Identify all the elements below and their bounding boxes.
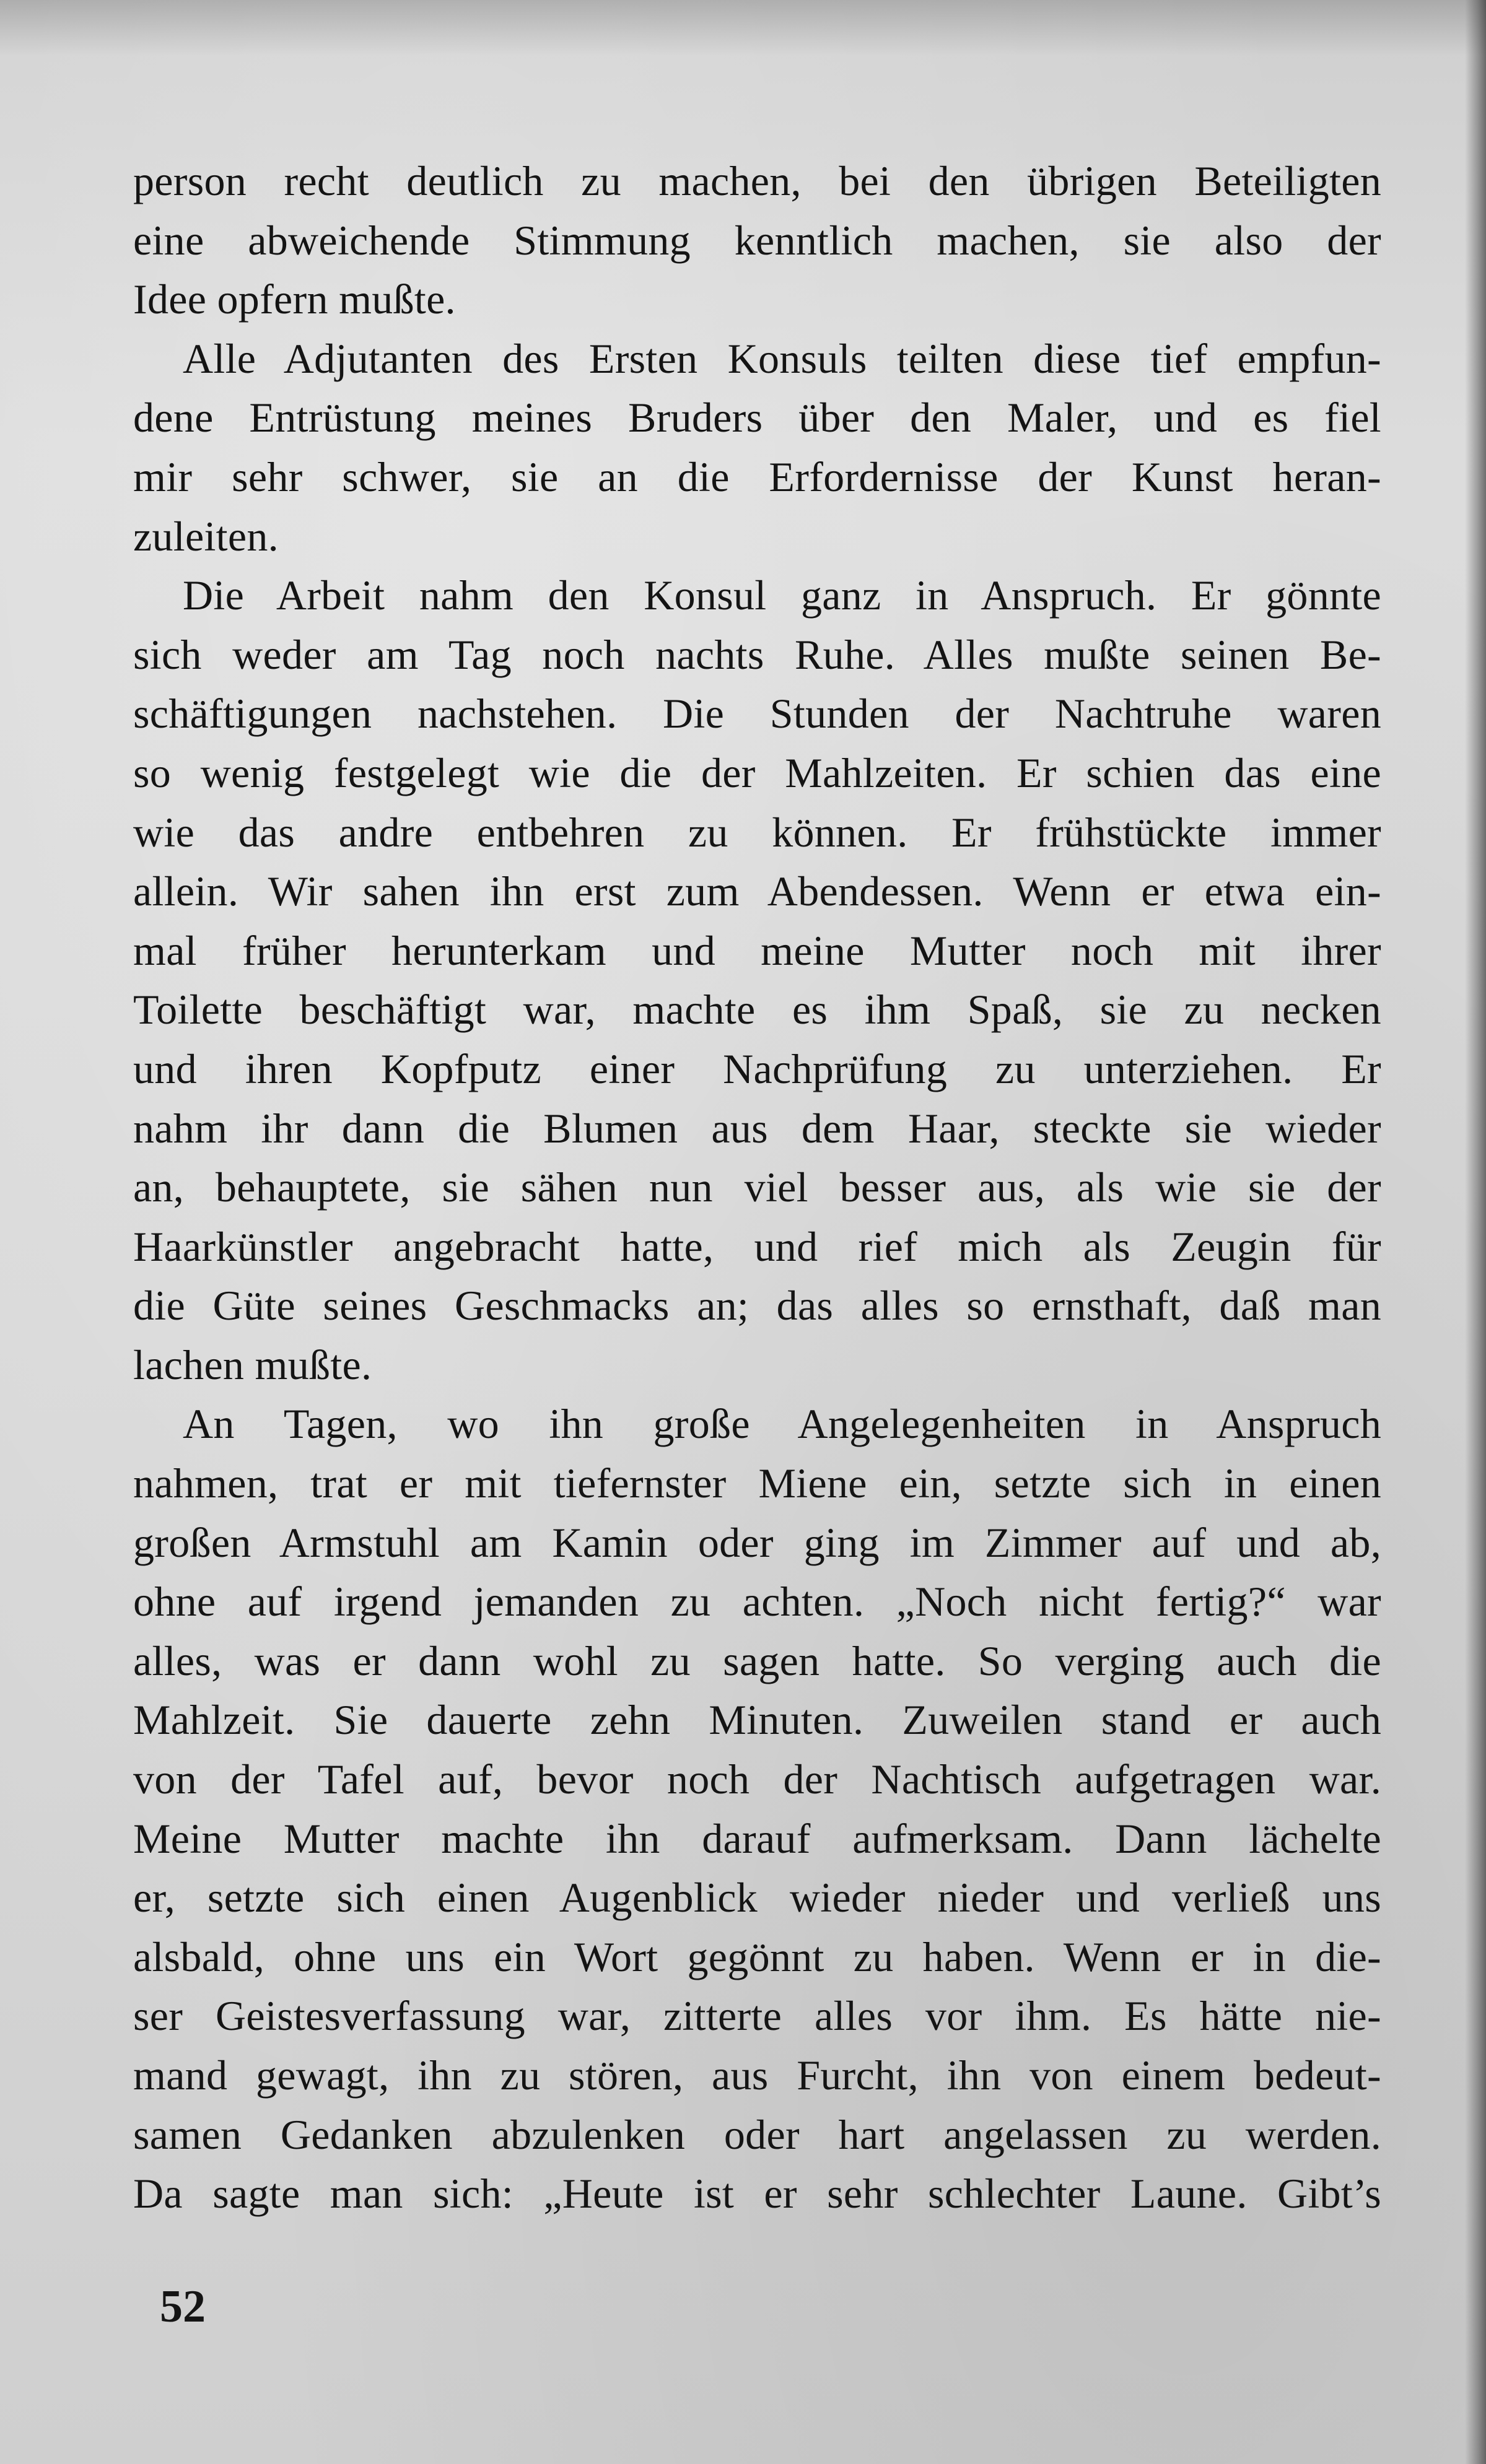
text-line: mir sehr schwer, sie an die Erfordernisse der Kunst heran- — [133, 453, 1381, 500]
text-line: dene Entrüstung meines Bruders über den Maler, und es fiel — [133, 394, 1381, 442]
text-line: schäftigungen nachstehen. Die Stunden der Nachtruhe waren — [133, 690, 1381, 738]
text-line: nahm ihr dann die Blumen aus dem Haar, steckte sie wieder — [133, 1104, 1381, 1152]
text-line: Idee opfern mußte. — [133, 276, 456, 323]
text-line: wie das andre entbehren zu können. Er frühstückte immer — [133, 808, 1381, 856]
text-line: nahmen, trat er mit tiefernster Miene ein, setzte sich in einen — [133, 1460, 1381, 1507]
text-line: Toilette beschäftigt war, machte es ihm Spaß, sie zu necken — [133, 986, 1381, 1034]
text-line: person recht deutlich zu machen, bei den übrigen Beteiligten — [133, 157, 1381, 204]
page-number: 52 — [160, 2281, 206, 2332]
text-line: zuleiten. — [133, 512, 279, 560]
text-line: Mahlzeit. Sie dauerte zehn Minuten. Zuweilen stand er auch — [133, 1696, 1381, 1744]
text-line: allein. Wir sahen ihn erst zum Abendessen. Wenn er etwa ein- — [133, 868, 1381, 915]
text-line: großen Armstuhl am Kamin oder ging im Zimmer auf und ab, — [133, 1518, 1381, 1566]
text-line: und ihren Kopfputz einer Nachprüfung zu unterziehen. Er — [133, 1045, 1381, 1092]
text-line: Meine Mutter machte ihn darauf aufmerksam. Dann lächelte — [133, 1814, 1381, 1862]
text-line: Da sagte man sich: „Heute ist er sehr schlechter Laune. Gibt’s — [133, 2170, 1381, 2218]
text-line: sich weder am Tag noch nachts Ruhe. Alles mußte seinen Be- — [133, 630, 1381, 678]
text-line: alles, was er dann wohl zu sagen hatte. So verging auch die — [133, 1637, 1381, 1684]
page-right-edge — [1465, 0, 1486, 2464]
text-line: von der Tafel auf, bevor noch der Nachtisch aufgetragen war. — [133, 1756, 1381, 1803]
text-line: so wenig festgelegt wie die der Mahlzeiten. Er schien das eine — [133, 749, 1381, 796]
text-line: die Güte seines Geschmacks an; das alles so ernsthaft, daß man — [133, 1282, 1381, 1330]
text-line: mal früher herunterkam und meine Mutter noch mit ihrer — [133, 926, 1381, 974]
text-line: Alle Adjutanten des Ersten Konsuls teilten diese tief empfun- — [183, 334, 1381, 382]
text-line: Die Arbeit nahm den Konsul ganz in Anspruch. Er gönnte — [183, 572, 1381, 619]
text-line: An Tagen, wo ihn große Angelegenheiten in Anspruch — [183, 1400, 1381, 1448]
text-line: ser Geistesverfassung war, zitterte alles vor ihm. Es hätte nie- — [133, 1992, 1381, 2040]
text-line: samen Gedanken abzulenken oder hart angelassen zu werden. — [133, 2110, 1381, 2158]
body-text — [133, 152, 1381, 2224]
text-line: Haarkünstler angebracht hatte, und rief mich als Zeugin für — [133, 1222, 1381, 1270]
text-line: lachen mußte. — [133, 1341, 372, 1388]
text-line: eine abweichende Stimmung kenntlich machen, sie also der — [133, 216, 1381, 264]
page-top-shadow — [0, 0, 1486, 56]
text-line: an, behauptete, sie sähen nun viel besser aus, als wie sie der — [133, 1164, 1381, 1211]
text-line: mand gewagt, ihn zu stören, aus Furcht, ihn von einem bedeut- — [133, 2052, 1381, 2099]
text-line: er, setzte sich einen Augenblick wieder nieder und verließ uns — [133, 1874, 1381, 1922]
text-line: alsbald, ohne uns ein Wort gegönnt zu haben. Wenn er in die- — [133, 1933, 1381, 1980]
text-line: ohne auf irgend jemanden zu achten. „Noch nicht fertig?“ war — [133, 1578, 1381, 1626]
